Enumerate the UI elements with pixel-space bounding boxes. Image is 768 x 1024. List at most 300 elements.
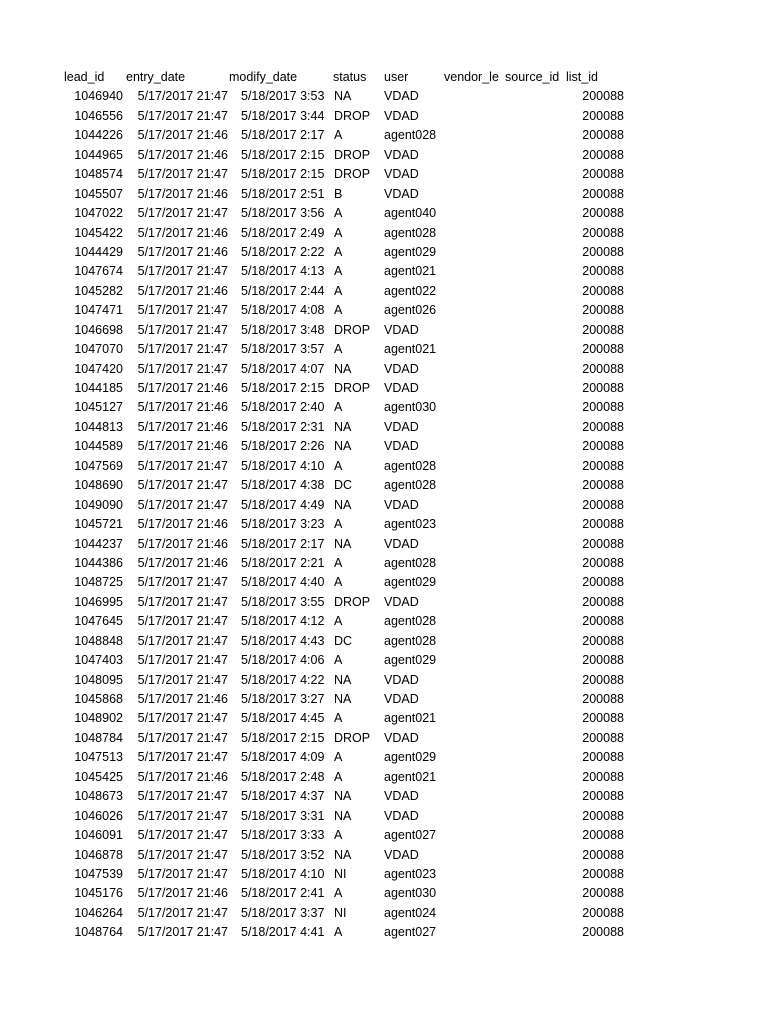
cell-lead-id: 1046091 (74, 828, 123, 843)
header-vendor: vendor_le (444, 70, 499, 84)
cell-modify-date: 5/18/2017 4:06 (241, 653, 325, 668)
cell-entry-date: 5/17/2017 21:47 (137, 925, 228, 940)
cell-status: DC (334, 478, 353, 493)
cell-modify-date: 5/18/2017 4:12 (241, 614, 325, 629)
cell-user: agent029 (384, 750, 437, 765)
cell-lead-id: 1047674 (74, 264, 123, 279)
cell-lead-id: 1049090 (74, 497, 123, 512)
lead-table (0, 68, 768, 943)
cell-entry-date: 5/17/2017 21:46 (137, 517, 228, 532)
cell-modify-date: 5/18/2017 2:48 (241, 769, 325, 784)
cell-lead-id: 1046698 (74, 322, 123, 337)
cell-list-id: 200088 (582, 847, 624, 862)
cell-lead-id: 1046940 (74, 89, 123, 104)
cell-status: A (334, 555, 343, 570)
cell-entry-date: 5/17/2017 21:47 (137, 905, 228, 920)
cell-list-id: 200088 (582, 828, 624, 843)
cell-modify-date: 5/18/2017 2:40 (241, 400, 325, 415)
cell-user: agent028 (384, 633, 437, 648)
table-row (0, 185, 768, 204)
cell-lead-id: 1046878 (74, 847, 123, 862)
cell-modify-date: 5/18/2017 3:44 (241, 108, 325, 123)
cell-modify-date: 5/18/2017 3:57 (241, 342, 325, 357)
cell-list-id: 200088 (582, 89, 624, 104)
cell-list-id: 200088 (582, 419, 624, 434)
header-row (0, 68, 768, 87)
cell-modify-date: 5/18/2017 3:27 (241, 692, 325, 706)
cell-entry-date: 5/17/2017 21:46 (137, 400, 228, 415)
cell-lead-id: 1047420 (74, 361, 123, 376)
table-row (0, 243, 768, 262)
cell-status: NA (334, 419, 352, 434)
cell-modify-date: 5/18/2017 2:26 (241, 439, 325, 454)
cell-user: VDAD (384, 167, 419, 182)
table-row (0, 282, 768, 301)
cell-entry-date: 5/17/2017 21:47 (137, 478, 228, 493)
cell-modify-date: 5/18/2017 4:10 (241, 458, 325, 473)
cell-status: NA (334, 672, 352, 687)
table-row (0, 807, 768, 826)
header-list-id: list_id (566, 70, 598, 84)
cell-user: agent029 (384, 244, 437, 259)
cell-modify-date: 5/18/2017 4:41 (241, 925, 325, 940)
cell-modify-date: 5/18/2017 2:17 (241, 128, 325, 143)
cell-list-id: 200088 (582, 905, 624, 920)
cell-user: VDAD (384, 419, 419, 434)
cell-modify-date: 5/18/2017 3:55 (241, 594, 325, 609)
cell-status: A (334, 206, 343, 221)
cell-entry-date: 5/17/2017 21:47 (137, 89, 228, 104)
cell-user: agent021 (384, 264, 437, 279)
cell-user: VDAD (384, 108, 419, 123)
cell-status: DROP (334, 322, 371, 337)
table-row (0, 768, 768, 787)
cell-entry-date: 5/17/2017 21:47 (137, 711, 228, 726)
table-row (0, 923, 768, 942)
cell-lead-id: 1048095 (74, 672, 123, 687)
cell-modify-date: 5/18/2017 4:45 (241, 711, 325, 726)
cell-lead-id: 1046995 (74, 594, 123, 609)
cell-entry-date: 5/17/2017 21:47 (137, 497, 228, 512)
cell-entry-date: 5/17/2017 21:46 (137, 439, 228, 454)
table-row (0, 612, 768, 631)
cell-list-id: 200088 (582, 886, 624, 901)
header-source-id: source_id (505, 70, 560, 84)
cell-user: agent023 (384, 517, 437, 532)
cell-lead-id: 1044386 (74, 555, 123, 570)
cell-modify-date: 5/18/2017 2:15 (241, 167, 325, 182)
cell-status: DROP (334, 381, 371, 395)
cell-user: VDAD (384, 692, 419, 706)
table-body (0, 87, 768, 942)
cell-lead-id: 1047569 (74, 458, 123, 473)
cell-lead-id: 1045176 (74, 886, 123, 901)
cell-modify-date: 5/18/2017 2:15 (241, 730, 325, 745)
cell-list-id: 200088 (582, 322, 624, 337)
cell-list-id: 200088 (582, 478, 624, 493)
table-row (0, 87, 768, 106)
cell-modify-date: 5/18/2017 2:44 (241, 283, 325, 298)
cell-status: NI (334, 866, 347, 881)
cell-user: VDAD (384, 381, 419, 395)
table-row (0, 360, 768, 379)
table-row (0, 748, 768, 767)
table-row (0, 787, 768, 806)
cell-user: agent022 (384, 283, 437, 298)
header-user: user (384, 70, 409, 84)
cell-user: agent021 (384, 769, 437, 784)
cell-status: A (334, 128, 343, 143)
cell-user: agent040 (384, 206, 437, 221)
cell-list-id: 200088 (582, 108, 624, 123)
cell-entry-date: 5/17/2017 21:46 (137, 283, 228, 298)
cell-list-id: 200088 (582, 186, 624, 201)
cell-status: DROP (334, 108, 371, 123)
table-row (0, 593, 768, 612)
cell-entry-date: 5/17/2017 21:47 (137, 808, 228, 823)
cell-lead-id: 1048784 (74, 730, 123, 745)
table-row (0, 301, 768, 320)
table-row (0, 496, 768, 515)
cell-user: agent028 (384, 555, 437, 570)
table-row (0, 224, 768, 243)
cell-list-id: 200088 (582, 439, 624, 454)
cell-entry-date: 5/17/2017 21:46 (137, 225, 228, 240)
cell-user: VDAD (384, 808, 419, 823)
table-row (0, 729, 768, 748)
cell-lead-id: 1045422 (74, 225, 123, 240)
table-row (0, 846, 768, 865)
cell-modify-date: 5/18/2017 4:37 (241, 789, 325, 804)
cell-entry-date: 5/17/2017 21:47 (137, 108, 228, 123)
cell-user: VDAD (384, 847, 419, 862)
cell-user: agent028 (384, 478, 437, 493)
cell-user: VDAD (384, 497, 419, 512)
header-entry-date: entry_date (126, 70, 186, 84)
table-row (0, 398, 768, 417)
cell-user: VDAD (384, 89, 419, 104)
cell-modify-date: 5/18/2017 3:37 (241, 905, 325, 920)
cell-user: VDAD (384, 672, 419, 687)
cell-entry-date: 5/17/2017 21:47 (137, 206, 228, 221)
cell-user: VDAD (384, 186, 419, 201)
cell-modify-date: 5/18/2017 4:07 (241, 361, 325, 376)
cell-list-id: 200088 (582, 653, 624, 668)
table-row (0, 165, 768, 184)
cell-lead-id: 1047403 (74, 653, 123, 668)
table-row (0, 554, 768, 573)
cell-list-id: 200088 (582, 497, 624, 512)
cell-entry-date: 5/17/2017 21:47 (137, 750, 228, 765)
cell-status: NA (334, 361, 352, 376)
table-row (0, 340, 768, 359)
table-row (0, 107, 768, 126)
cell-entry-date: 5/17/2017 21:46 (137, 419, 228, 434)
cell-modify-date: 5/18/2017 2:17 (241, 536, 325, 551)
cell-status: DROP (334, 730, 371, 745)
cell-list-id: 200088 (582, 672, 624, 687)
cell-modify-date: 5/18/2017 3:52 (241, 847, 325, 862)
cell-entry-date: 5/17/2017 21:46 (137, 886, 228, 901)
cell-lead-id: 1045127 (74, 400, 123, 415)
cell-modify-date: 5/18/2017 2:51 (241, 186, 325, 201)
cell-status: DROP (334, 594, 371, 609)
cell-list-id: 200088 (582, 866, 624, 881)
cell-list-id: 200088 (582, 789, 624, 804)
cell-lead-id: 1045721 (74, 517, 123, 532)
table-row (0, 126, 768, 145)
cell-entry-date: 5/17/2017 21:47 (137, 672, 228, 687)
cell-user: agent030 (384, 886, 437, 901)
cell-modify-date: 5/18/2017 4:38 (241, 478, 325, 493)
cell-lead-id: 1045282 (74, 283, 123, 298)
table-row (0, 865, 768, 884)
cell-list-id: 200088 (582, 244, 624, 259)
cell-user: agent024 (384, 905, 437, 920)
table-row (0, 437, 768, 456)
cell-entry-date: 5/17/2017 21:47 (137, 322, 228, 337)
cell-user: agent028 (384, 128, 437, 143)
cell-lead-id: 1048574 (74, 167, 123, 182)
cell-status: NA (334, 439, 352, 454)
cell-list-id: 200088 (582, 458, 624, 473)
cell-lead-id: 1044429 (74, 244, 123, 259)
cell-status: A (334, 614, 343, 629)
cell-user: agent030 (384, 400, 437, 415)
cell-user: agent029 (384, 653, 437, 668)
cell-status: NA (334, 789, 352, 804)
cell-lead-id: 1044226 (74, 128, 123, 143)
cell-lead-id: 1045425 (74, 769, 123, 784)
cell-lead-id: 1046556 (74, 108, 123, 123)
cell-list-id: 200088 (582, 692, 624, 706)
table-row (0, 146, 768, 165)
cell-status: NA (334, 692, 352, 706)
cell-modify-date: 5/18/2017 4:13 (241, 264, 325, 279)
cell-modify-date: 5/18/2017 2:22 (241, 244, 325, 259)
table-row (0, 476, 768, 495)
cell-modify-date: 5/18/2017 2:15 (241, 381, 325, 395)
cell-lead-id: 1048690 (74, 478, 123, 493)
cell-modify-date: 5/18/2017 4:10 (241, 866, 325, 881)
cell-status: B (334, 186, 343, 201)
cell-entry-date: 5/17/2017 21:47 (137, 633, 228, 648)
cell-modify-date: 5/18/2017 4:08 (241, 303, 325, 318)
cell-modify-date: 5/18/2017 3:23 (241, 517, 325, 532)
cell-lead-id: 1044237 (74, 536, 123, 551)
cell-modify-date: 5/18/2017 3:31 (241, 808, 325, 823)
cell-status: A (334, 886, 343, 901)
cell-status: NI (334, 905, 347, 920)
cell-list-id: 200088 (582, 303, 624, 318)
cell-list-id: 200088 (582, 400, 624, 415)
cell-status: A (334, 517, 343, 532)
cell-user: VDAD (384, 536, 419, 551)
table-row (0, 535, 768, 554)
cell-list-id: 200088 (582, 517, 624, 532)
cell-list-id: 200088 (582, 730, 624, 745)
cell-lead-id: 1048764 (74, 925, 123, 940)
cell-entry-date: 5/17/2017 21:47 (137, 847, 228, 862)
cell-lead-id: 1047513 (74, 750, 123, 765)
cell-lead-id: 1048725 (74, 575, 123, 590)
cell-status: A (334, 400, 343, 415)
cell-modify-date: 5/18/2017 2:21 (241, 555, 325, 570)
header-modify-date: modify_date (229, 70, 298, 84)
cell-user: VDAD (384, 789, 419, 804)
cell-user: VDAD (384, 147, 419, 162)
cell-entry-date: 5/17/2017 21:47 (137, 789, 228, 804)
cell-user: VDAD (384, 361, 419, 376)
table-row (0, 884, 768, 903)
cell-entry-date: 5/17/2017 21:46 (137, 128, 228, 143)
cell-modify-date: 5/18/2017 2:31 (241, 419, 325, 434)
cell-list-id: 200088 (582, 206, 624, 221)
cell-list-id: 200088 (582, 361, 624, 376)
cell-list-id: 200088 (582, 167, 624, 182)
cell-entry-date: 5/17/2017 21:46 (137, 186, 228, 201)
cell-lead-id: 1044589 (74, 439, 123, 454)
cell-entry-date: 5/17/2017 21:47 (137, 303, 228, 318)
cell-modify-date: 5/18/2017 4:43 (241, 633, 325, 648)
cell-status: A (334, 342, 343, 357)
cell-user: agent028 (384, 458, 437, 473)
cell-entry-date: 5/17/2017 21:47 (137, 730, 228, 745)
cell-lead-id: 1044185 (74, 381, 123, 395)
cell-entry-date: 5/17/2017 21:46 (137, 555, 228, 570)
table-row (0, 418, 768, 437)
cell-status: NA (334, 89, 352, 104)
cell-status: NA (334, 847, 352, 862)
cell-list-id: 200088 (582, 264, 624, 279)
cell-status: A (334, 283, 343, 298)
cell-list-id: 200088 (582, 750, 624, 765)
cell-status: A (334, 711, 343, 726)
cell-list-id: 200088 (582, 614, 624, 629)
cell-user: VDAD (384, 594, 419, 609)
table-row (0, 709, 768, 728)
cell-status: DROP (334, 167, 371, 182)
cell-list-id: 200088 (582, 925, 624, 940)
cell-entry-date: 5/17/2017 21:47 (137, 342, 228, 357)
cell-lead-id: 1048848 (74, 633, 123, 648)
cell-entry-date: 5/17/2017 21:46 (137, 692, 228, 706)
cell-status: A (334, 575, 343, 590)
table-row (0, 457, 768, 476)
cell-lead-id: 1047645 (74, 614, 123, 629)
cell-lead-id: 1048902 (74, 711, 123, 726)
cell-list-id: 200088 (582, 808, 624, 823)
cell-modify-date: 5/18/2017 2:15 (241, 147, 325, 162)
cell-lead-id: 1046026 (74, 808, 123, 823)
table-row (0, 204, 768, 223)
table-row (0, 515, 768, 534)
table-row (0, 690, 768, 709)
table-row (0, 671, 768, 690)
cell-list-id: 200088 (582, 283, 624, 298)
cell-entry-date: 5/17/2017 21:46 (137, 536, 228, 551)
cell-list-id: 200088 (582, 769, 624, 784)
cell-user: agent021 (384, 711, 437, 726)
cell-user: agent028 (384, 225, 437, 240)
cell-user: agent027 (384, 828, 437, 843)
table-row (0, 651, 768, 670)
table-row (0, 826, 768, 845)
cell-list-id: 200088 (582, 128, 624, 143)
cell-status: NA (334, 497, 352, 512)
cell-modify-date: 5/18/2017 4:22 (241, 672, 325, 687)
cell-list-id: 200088 (582, 381, 624, 395)
table-row (0, 904, 768, 923)
cell-modify-date: 5/18/2017 3:53 (241, 89, 325, 104)
cell-lead-id: 1044965 (74, 147, 123, 162)
cell-list-id: 200088 (582, 575, 624, 590)
cell-status: A (334, 458, 343, 473)
cell-modify-date: 5/18/2017 4:40 (241, 575, 325, 590)
cell-user: agent026 (384, 303, 437, 318)
cell-modify-date: 5/18/2017 4:09 (241, 750, 325, 765)
cell-list-id: 200088 (582, 536, 624, 551)
cell-entry-date: 5/17/2017 21:46 (137, 147, 228, 162)
cell-list-id: 200088 (582, 342, 624, 357)
cell-entry-date: 5/17/2017 21:47 (137, 361, 228, 376)
cell-status: NA (334, 536, 352, 551)
cell-entry-date: 5/17/2017 21:46 (137, 244, 228, 259)
cell-entry-date: 5/17/2017 21:47 (137, 653, 228, 668)
cell-lead-id: 1047471 (74, 303, 123, 318)
cell-entry-date: 5/17/2017 21:47 (137, 614, 228, 629)
table-row (0, 632, 768, 651)
cell-modify-date: 5/18/2017 2:49 (241, 225, 325, 240)
cell-lead-id: 1048673 (74, 789, 123, 804)
header-status: status (333, 70, 367, 84)
cell-list-id: 200088 (582, 555, 624, 570)
table-row (0, 321, 768, 340)
cell-user: VDAD (384, 730, 419, 745)
cell-lead-id: 1047022 (74, 206, 123, 221)
cell-lead-id: 1045507 (74, 186, 123, 201)
header-lead-id: lead_id (64, 70, 105, 84)
table-row (0, 262, 768, 281)
table-row (0, 573, 768, 592)
cell-user: VDAD (384, 439, 419, 454)
cell-user: agent029 (384, 575, 437, 590)
cell-status: A (334, 769, 343, 784)
cell-status: NA (334, 808, 352, 823)
cell-user: agent028 (384, 614, 437, 629)
cell-entry-date: 5/17/2017 21:46 (137, 769, 228, 784)
cell-user: agent023 (384, 866, 437, 881)
cell-entry-date: 5/17/2017 21:47 (137, 167, 228, 182)
cell-user: VDAD (384, 322, 419, 337)
cell-modify-date: 5/18/2017 3:48 (241, 322, 325, 337)
cell-entry-date: 5/17/2017 21:46 (137, 381, 228, 395)
cell-lead-id: 1045868 (74, 692, 123, 706)
cell-lead-id: 1046264 (74, 905, 123, 920)
cell-modify-date: 5/18/2017 3:56 (241, 206, 325, 221)
cell-status: DC (334, 633, 353, 648)
cell-list-id: 200088 (582, 594, 624, 609)
cell-modify-date: 5/18/2017 3:33 (241, 828, 325, 843)
cell-status: A (334, 925, 343, 940)
table-row (0, 379, 768, 398)
cell-status: A (334, 303, 343, 318)
cell-modify-date: 5/18/2017 4:49 (241, 497, 325, 512)
cell-entry-date: 5/17/2017 21:47 (137, 458, 228, 473)
cell-user: agent027 (384, 925, 437, 940)
cell-entry-date: 5/17/2017 21:47 (137, 828, 228, 843)
cell-status: A (334, 828, 343, 843)
